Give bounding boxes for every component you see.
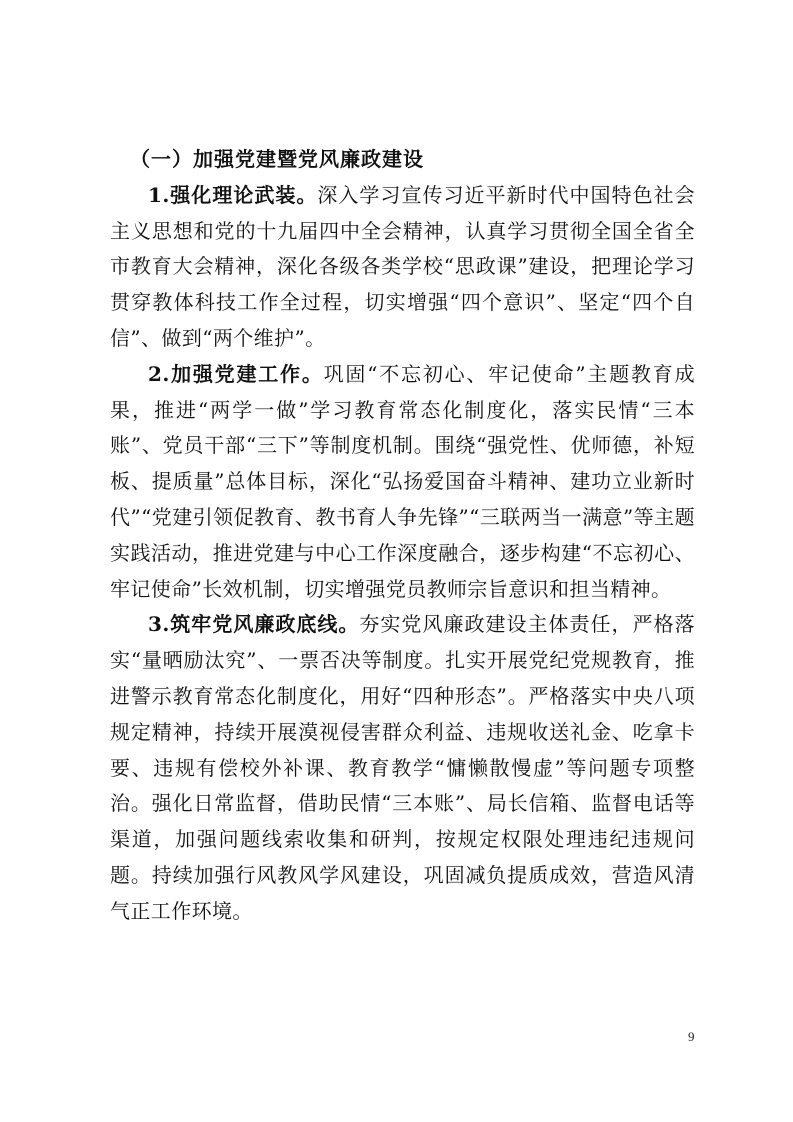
paragraph-3-text: 夯实党风廉政建设主体责任，严格落实“量晒励汰究”、一票否决等制度。扎实开展党纪党规教育，推进警示教育常态化制度化，用好“四种形态”。严格落实中央八项规定精神，持续开展漠视侵害群众利益、违规收送礼金、吃拿卡要、违规有偿校外补课、教育教学“慵懒散慢虚”等问题专项整治。强化日常监督，借助民情“三本账”、局长信箱、监督电话等渠道，加强问题线索收集和研判，按规定权限处理违纪违规问题。持续加强行风教风学风建设，巩固减负提质成效，营造风清气正工作环境。 <box>110 612 695 923</box>
paragraph-2-lead: 2.加强党建工作。 <box>148 361 324 386</box>
paragraph-1-lead: 1.强化理论武装。 <box>148 182 318 207</box>
paragraph-3 <box>110 607 695 929</box>
section-heading: （一）加强党建暨党风廉政建设 <box>130 147 424 171</box>
paragraph-3-lead: 3.筑牢党风廉政底线。 <box>148 612 360 637</box>
document-body <box>110 142 695 930</box>
paragraph-2-text: 巩固“不忘初心、牢记使命”主题教育成果，推进“两学一做”学习教育常态化制度化，落实民情“三本账”、党员干部“三下”等制度机制。围绕“强党性、优师德，补短板、提质量”总体目标，深化“弘扬爱国奋斗精神、建功立业新时代”“党建引领促教育、教书育人争先锋”“三联两当一满意”等主题实践活动，推进党建与中心工作深度融合，逐步构建“不忘初心、牢记使命”长效机制，切实增强党员教师宗旨意识和担当精神。 <box>110 361 695 601</box>
page-number: 9 <box>688 1029 695 1044</box>
paragraph-1-text: 深入学习宣传习近平新时代中国特色社会主义思想和党的十九届四中全会精神，认真学习贯彻全国全省全市教育大会精神，深化各级各类学校“思政课”建设，把理论学习贯穿教体科技工作全过程，切实增强“四个意识”、坚定“四个自信”、做到“两个维护”。 <box>110 182 696 350</box>
paragraph-1 <box>110 178 695 357</box>
paragraph-2 <box>110 357 695 608</box>
